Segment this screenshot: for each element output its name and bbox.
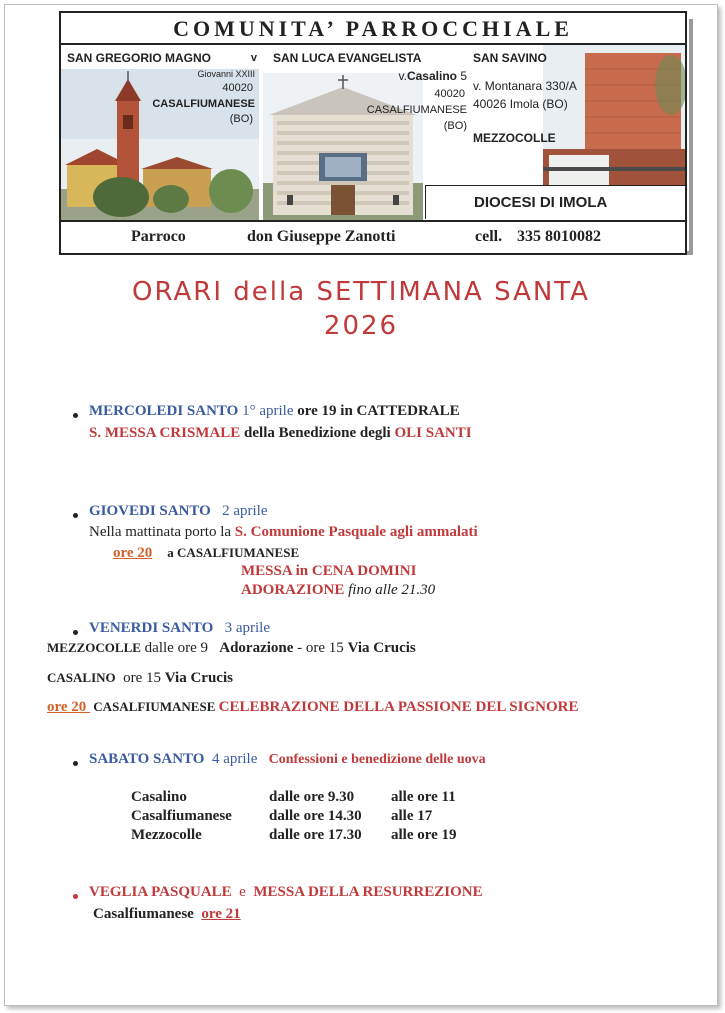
parish-address-v: v bbox=[250, 52, 257, 64]
event-text: della Benedizione degli bbox=[240, 425, 395, 441]
page bbox=[4, 4, 718, 1006]
day-date: 2 aprile bbox=[222, 503, 268, 519]
day-label: SABATO SANTO bbox=[89, 751, 205, 767]
sabato-line1 bbox=[89, 751, 486, 768]
parish-address-cap: 40020 bbox=[434, 88, 465, 100]
venerdi-line4 bbox=[47, 699, 578, 716]
parish-address-street: Giovanni XXIII bbox=[197, 69, 255, 79]
row-to: alle ore 11 bbox=[391, 789, 456, 805]
church-san-luca-image bbox=[263, 73, 423, 220]
event-text: Nella mattinata porto la bbox=[89, 524, 235, 540]
event-name: S. Comunione Pasquale agli ammalati bbox=[234, 524, 478, 540]
row-to: alle 17 bbox=[391, 808, 433, 824]
event-name: Via Crucis bbox=[164, 670, 233, 686]
event-text: fino alle 21.30 bbox=[344, 582, 436, 598]
day-label: GIOVEDI SANTO bbox=[89, 503, 211, 519]
event-name: Confessioni e benedizione delle uova bbox=[268, 752, 486, 767]
giovedi-line3 bbox=[113, 545, 299, 562]
giovedi-line5 bbox=[241, 582, 435, 599]
parish-address-town: MEZZOCOLLE bbox=[473, 131, 556, 145]
row-from: dalle ore 17.30 bbox=[269, 827, 362, 843]
event-name: VEGLIA PASQUALE bbox=[89, 884, 232, 900]
cell-label: cell. bbox=[475, 228, 503, 245]
bullet bbox=[73, 894, 78, 899]
mercoledi-line1 bbox=[89, 403, 460, 420]
event-name: Via Crucis bbox=[347, 640, 416, 656]
event-time: ore 20 bbox=[113, 545, 153, 561]
event-place: Casalfiumanese bbox=[93, 906, 194, 922]
parish-address-street: v. Montanara 330/A bbox=[473, 79, 577, 93]
venerdi-line1 bbox=[89, 620, 270, 637]
parish-address-prov: (BO) bbox=[229, 113, 253, 125]
event-time: ore 21 bbox=[201, 906, 241, 922]
parish-header bbox=[57, 7, 689, 253]
parish-name: SAN GREGORIO MAGNO bbox=[67, 51, 212, 65]
row-place: Casalfiumanese bbox=[131, 808, 232, 824]
bullet bbox=[73, 630, 78, 635]
church-san-savino-image bbox=[543, 45, 685, 185]
event-time: ore 20 bbox=[47, 699, 91, 715]
parish-name: SAN LUCA EVANGELISTA bbox=[273, 51, 422, 65]
day-date: 1° aprile bbox=[238, 403, 298, 419]
diocese-label: DIOCESI DI IMOLA bbox=[425, 185, 687, 219]
row-from: dalle ore 14.30 bbox=[269, 808, 362, 824]
header-shadow bbox=[689, 19, 693, 251]
day-date: 3 aprile bbox=[224, 620, 270, 636]
page-title: ORARI della SETTIMANA SANTA bbox=[132, 277, 590, 307]
giovedi-line4 bbox=[241, 563, 416, 580]
veglia-line1 bbox=[89, 884, 483, 901]
venerdi-line3 bbox=[47, 670, 233, 687]
cell-number: 335 8010082 bbox=[517, 228, 601, 245]
event-name: OLI SANTI bbox=[394, 425, 472, 441]
header-body bbox=[59, 43, 687, 255]
event-name: Adorazione bbox=[219, 640, 294, 656]
bullet bbox=[73, 413, 78, 418]
parish-name: SAN SAVINO bbox=[473, 51, 547, 65]
event-time: ore 19 in CATTEDRALE bbox=[297, 403, 460, 419]
parish-address-town: CASALFIUMANESE bbox=[152, 98, 255, 110]
event-text: - ore 15 bbox=[293, 640, 348, 656]
event-text: ore 15 bbox=[115, 670, 165, 686]
event-place: MEZZOCOLLE bbox=[47, 640, 141, 655]
event-text: e bbox=[231, 884, 254, 900]
parroco-name: don Giuseppe Zanotti bbox=[247, 228, 396, 245]
header-title: COMUNITA’ PARROCCHIALE bbox=[59, 11, 687, 43]
event-name: ADORAZIONE bbox=[241, 582, 345, 598]
event-place: a CASALFIUMANESE bbox=[167, 545, 300, 560]
parish-address-town: CASALFIUMANESE bbox=[366, 104, 467, 116]
event-text: dalle ore 9 bbox=[140, 640, 220, 656]
row-to: alle ore 19 bbox=[391, 827, 457, 843]
row-place: Mezzocolle bbox=[131, 827, 202, 843]
mercoledi-line2 bbox=[89, 425, 472, 442]
row-place: Casalino bbox=[131, 789, 187, 805]
event-name: CELEBRAZIONE DELLA PASSIONE DEL SIGNORE bbox=[218, 699, 579, 715]
event-name: MESSA in CENA DOMINI bbox=[241, 563, 417, 579]
parish-address-prov: (BO) bbox=[443, 120, 467, 132]
veglia-line2 bbox=[93, 906, 241, 923]
parish-address-street: v.Casalino 5 bbox=[398, 69, 467, 83]
giovedi-line1 bbox=[89, 503, 268, 520]
page-year: 2026 bbox=[323, 311, 399, 341]
bullet bbox=[73, 513, 78, 518]
event-name: MESSA DELLA RESURREZIONE bbox=[253, 884, 483, 900]
day-label: VENERDI SANTO bbox=[89, 620, 214, 636]
day-date: 4 aprile bbox=[211, 751, 258, 767]
event-place: CASALFIUMANESE bbox=[90, 699, 219, 714]
parroco-label: Parroco bbox=[131, 228, 186, 245]
row-from: dalle ore 9.30 bbox=[269, 789, 355, 805]
venerdi-line2 bbox=[47, 640, 416, 657]
parish-address-city: 40026 Imola (BO) bbox=[473, 97, 568, 111]
bullet bbox=[73, 761, 78, 766]
parish-address-cap: 40020 bbox=[222, 82, 253, 94]
parish-san-gregorio bbox=[61, 45, 259, 220]
giovedi-line2 bbox=[89, 524, 478, 541]
day-label: MERCOLEDI SANTO bbox=[89, 403, 239, 419]
event-place: CASALINO bbox=[47, 670, 116, 685]
parroco-bar bbox=[61, 220, 685, 254]
event-name: S. MESSA CRISMALE bbox=[89, 425, 241, 441]
